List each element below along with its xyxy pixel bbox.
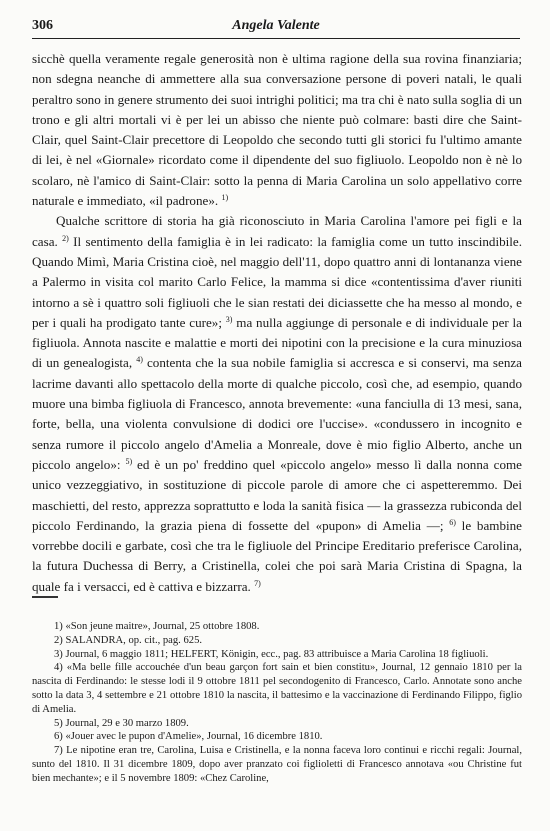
footnote-4 bbox=[32, 661, 522, 716]
paragraph-text: sicchè quella veramente regale generosità non è ultima ragione della sua rovina finanziaria; non sdegna neanche di ammettere alla sua conversazione persone di poveri natali, le quali peraltro sono in genere strumento dei suoi intrighi politici; ma tra chi è nato sulla soglia di un trono e gli altri mortali vi è per lei un abisso che niente può colmare: basti dire che Saint-Clair, quel Saint-Clair precettore di Leopoldo che secondo tutti gli storici fu l'ultimo amante di lei, è nel «Giornale» ricordato come il dipendente del suo figliuolo. Leopoldo non è nè lo scolaro, nè l'amico di Saint-Clair: sotto la penna di Maria Carolina un solo appellativo corre naturale e immediato, «il padrone». bbox=[32, 51, 522, 209]
footnote-7 bbox=[32, 744, 522, 785]
footnote-number: 1) bbox=[54, 621, 63, 632]
footnote-3 bbox=[32, 648, 522, 662]
paragraph-text: contenta che la sua nobile famiglia si accresca e si conservi, ma senza lacrime davanti allo spettacolo della morte di qualche piccolo, così che, ad esempio, quando muore una bimba figliuola di Francesco, annota brevemente: «una fanciulla di 13 mesi, sana, forte, bella, una violenta convulsione di dodici ore l'uccise». «condussero in incognito e senza rumore il piccolo angelo d'Amelia a Monreale, dove è mio figlio Alberto, anche un piccolo angelo»: bbox=[32, 355, 522, 472]
footnote-ref-2: 2) bbox=[62, 233, 69, 243]
running-head: Angela Valente bbox=[232, 18, 320, 33]
footnote-ref-3: 3) bbox=[225, 314, 233, 324]
footnote-divider bbox=[32, 596, 58, 598]
footnote-number: 6) bbox=[54, 731, 63, 743]
paragraph-text: ma nulla aggiunge di personale e di individuale per la figliuola. Annota nascite e malattie e morti dei nipotini con la precisione e la cura minuziosa di un genealogista, bbox=[32, 314, 522, 371]
footnote-number: 7) bbox=[54, 745, 63, 757]
paragraph-1 bbox=[32, 49, 522, 211]
footnote-6 bbox=[32, 730, 522, 744]
footnote-text: Journal, 29 e 30 marzo 1809. bbox=[65, 717, 189, 729]
paragraph-text: Qualche scrittore di storia ha già riconosciuto in Maria Carolina l'amore pei figli e la casa. bbox=[32, 213, 522, 249]
footnotes bbox=[32, 620, 522, 786]
page-number: 306 bbox=[32, 18, 53, 33]
footnote-text: Le nipotine eran tre, Carolina, Luisa e Cristinella, e la nonna faceva loro continui e ricchi regali: Journal, sunto del 1810. Il 31 dicembre 1809, dopo aver pranzato coi figlioletti di Francesco annotava «ou Christine fut bien mechante»; e il 5 novembre 1809: «Chez Caroline, bbox=[32, 745, 522, 784]
footnote-text: «Son jeune maitre», Journal, 25 ottobre 1808. bbox=[65, 621, 260, 632]
footnote-text: «Ma belle fille accouchée d'un beau garçon fort sain et bien constitu», Journal, 12 gennaio 1810 per la nascita di Ferdinando: le stesse lodi il 9 ottobre 1811 pel secondogenito di Francesco, Carlo. Annotate sono anche sotto la data 3, 4 settembre e 21 ottobre 1810 la nascita, il battesimo e la vaccinazione di Ferdinando Filippo, figlio di Amelia. bbox=[32, 662, 522, 715]
footnote-number: 4) bbox=[54, 662, 63, 674]
footnote-1 bbox=[32, 620, 522, 634]
paragraph-text: le bambine vorrebbe docili e garbate, così che tra le figliuole del Principe Ereditario preferisce Carolina, la futura Duchessa di Berry, a Cristinella, colei che poi sarà Maria Cristina di Spagna, la quale fa i versacci, ed è cattiva e bizzarra. bbox=[32, 517, 522, 594]
paragraph-2 bbox=[32, 211, 522, 597]
paragraph-text: ed è un po' freddino quel «piccolo angelo» messo lì dalla nonna come unico vezzeggiativo, in sostituzione di piccole parole di amore che ci aspetteremmo. Dei maschietti, del resto, apprezza soprattutto e loda la sanità fisica — la grassezza rubiconda del piccolo Ferdinando, la grazia piena di fossette del «pupon» di Amelia —; bbox=[32, 456, 522, 533]
footnote-ref-4: 4) bbox=[136, 355, 143, 365]
footnote-2 bbox=[32, 634, 522, 648]
footnote-number: 3) bbox=[54, 648, 63, 660]
paragraph-text: Il sentimento della famiglia è in lei radicato: la famiglia come un tutto inscindibile. Quando Mimì, Maria Cristina cioè, nel maggio dell'11, dopo quattro anni di lontananza viene a Palermo in visita col marito Carlo Felice, la mamma si dice «contentissima d'aver riuniti intorno a sè i quattro soli figliuoli che le sian restati dei diciassette che ha messo al mondo, e per i quali ha prodigato tante cure»; bbox=[32, 233, 522, 330]
body-text bbox=[32, 49, 522, 597]
footnote-ref-7: 7) bbox=[254, 578, 261, 588]
footnote-number: 2) bbox=[54, 634, 63, 646]
footnote-5 bbox=[32, 717, 522, 731]
footnote-ref-6: 6) bbox=[449, 517, 456, 527]
footnote-text: SALANDRA, op. cit., pag. 625. bbox=[65, 634, 203, 646]
page-header bbox=[32, 16, 520, 39]
footnote-ref-1: 1) bbox=[221, 193, 229, 203]
footnote-number: 5) bbox=[54, 717, 63, 729]
footnote-text: «Jouer avec le pupon d'Amelie», Journal, 16 dicembre 1810. bbox=[65, 731, 323, 743]
footnote-text: Journal, 6 maggio 1811; HELFERT, Königin, ecc., pag. 83 attribuisce a Maria Carolina 18 figliuoli. bbox=[65, 648, 489, 660]
footnote-ref-5: 5) bbox=[125, 456, 133, 466]
